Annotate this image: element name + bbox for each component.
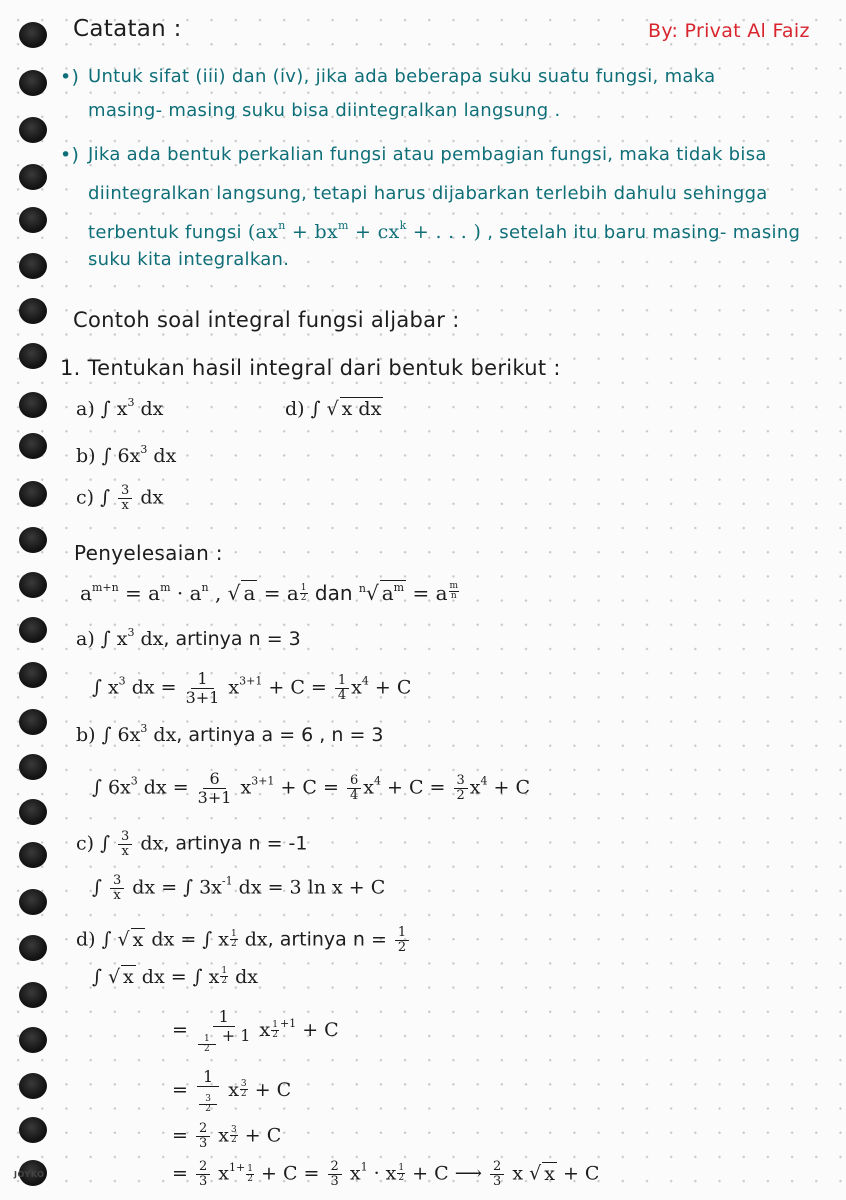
item-d: d) ∫ √ x dx	[285, 398, 382, 420]
solution-d-work-5: = $\frac{2}{3}$ $x^{1+ \frac{1}{2}}$ + C = $\frac{2}{3}$ $x^1 \cdot x$ $\frac{1}{2}$ + C ⟶ $\frac{2}{3}$ x √ x + C	[172, 1159, 600, 1189]
solution-b-header: b) ∫ $6x^3$ dx, artinya a = 6 , n = 3	[76, 722, 384, 746]
binder-hole	[19, 709, 47, 735]
solution-d-work-1: ∫ √ x dx = ∫ x $\frac{1}{2}$ dx	[92, 966, 258, 988]
notebook-brand: JOYKO	[14, 1170, 45, 1179]
binder-hole	[19, 842, 47, 868]
binder-hole	[19, 253, 47, 279]
section-heading: Contoh soal integral fungsi aljabar :	[73, 308, 460, 332]
binder-hole	[19, 889, 47, 915]
note1-line1: Untuk sifat (iii) dan (iv), jika ada beberapa suku suatu fungsi, maka	[88, 66, 716, 87]
binder-hole	[19, 1027, 47, 1053]
item-label: d)	[285, 398, 305, 420]
binder-hole	[19, 617, 47, 643]
binder-hole	[19, 481, 47, 507]
item-label: b)	[76, 445, 96, 467]
item-a: a) ∫ $x^3$ dx	[76, 396, 164, 420]
note2-line1: Jika ada bentuk perkalian fungsi atau pembagian fungsi, maka tidak bisa	[88, 144, 767, 165]
exponent-rules: $a^{m+n} = a^m \cdot a^n$ , √ a = a $\frac{1}{2}$ dan $^n$√ $a^m = a$ $\frac{m}{n}$	[80, 581, 459, 605]
page-title: Catatan :	[73, 16, 182, 42]
note2-text: , setelah itu baru masing- masing	[487, 222, 801, 243]
item-label: c)	[76, 486, 95, 509]
binder-hole	[19, 662, 47, 688]
solution-note: , artinya n = 3	[163, 628, 301, 650]
solution-d-header: d) ∫ √ x dx = ∫ x $\frac{1}{2}$ dx, artinya n = $\frac{1}{2}$	[76, 926, 411, 955]
binder-hole	[19, 164, 47, 190]
binder-hole	[19, 982, 47, 1008]
binder-hole	[19, 343, 47, 369]
binder-hole	[19, 207, 47, 233]
author-credit: By: Privat Al Faiz	[648, 20, 810, 42]
solution-note: , artinya a = 6 , n = 3	[176, 724, 384, 746]
note2-line4: suku kita integralkan.	[88, 249, 290, 270]
solution-a-header: a) ∫ $x^3$ dx, artinya n = 3	[76, 626, 301, 650]
polynomial-form: ($ax^n + bx^m + cx^k$ + . . . )	[247, 219, 482, 243]
note1-line2: masing- masing suku bisa diintegralkan langsung .	[88, 100, 561, 121]
solution-d-work-3: = $\frac{1}{\frac{3}{2}}$ x $\frac{3}{2}$ + C	[172, 1067, 292, 1114]
note2-line2: diintegralkan langsung, tetapi harus dijabarkan terlebih dahulu sehingga	[88, 183, 768, 204]
item-c: c) ∫ $\frac{3}{x}$ dx	[76, 483, 164, 513]
binder-hole	[19, 1117, 47, 1143]
solution-a-work: ∫ $x^3$ dx = $\frac{1}{3+1}$ $x^{3+1} + C$ = $\frac{1}{4}$ $x^4 + C$	[92, 669, 412, 707]
solution-heading: Penyelesaian :	[74, 541, 223, 565]
binder-hole	[19, 392, 47, 418]
binder-hole	[19, 70, 47, 96]
solution-note: , artinya n =	[267, 928, 387, 951]
solution-c-header: c) ∫ $\frac{3}{x}$ dx, artinya n = -1	[76, 829, 308, 859]
note-bullet: •)	[60, 66, 80, 88]
note2-text: terbentuk fungsi	[88, 222, 242, 243]
solution-d-work-4: = $\frac{2}{3}$ x $\frac{3}{2}$ + C	[172, 1121, 282, 1151]
note2-line3	[88, 221, 800, 244]
connector-word: dan	[314, 581, 353, 605]
binder-hole	[19, 22, 47, 48]
binder-hole	[19, 527, 47, 553]
note-bullet: •)	[60, 144, 80, 166]
solution-b-work: ∫ $6x^3$ dx = $\frac{6}{3+1}$ $x^{3+1} + C$ = $\frac{6}{4}$ $x^4 + C$ = $\frac{3}{2}$ $x^4 + C$	[92, 769, 531, 807]
solution-label: d)	[76, 928, 96, 951]
binder-hole	[19, 935, 47, 961]
item-b: b) ∫ $6x^3$ dx	[76, 443, 177, 467]
binder-hole	[19, 1073, 47, 1099]
solution-label: a)	[76, 628, 95, 650]
binder-hole	[19, 572, 47, 598]
solution-label: c)	[76, 832, 95, 855]
binder-hole	[19, 117, 47, 143]
item-label: a)	[76, 398, 95, 420]
solution-note: , artinya n = -1	[163, 832, 308, 855]
binder-hole	[19, 754, 47, 780]
question-text: 1. Tentukan hasil integral dari bentuk berikut :	[60, 356, 561, 380]
solution-d-work-2: = 1 $\frac{1}{2}$ + 1 x $^{\frac{1}{2} +1}$ + C	[172, 1007, 339, 1054]
binder-hole	[19, 298, 47, 324]
binder-hole	[19, 799, 47, 825]
solution-label: b)	[76, 724, 96, 746]
solution-c-work: ∫ $\frac{3}{x}$ dx = ∫ $3x^{-1}$ dx = 3 ln x + C	[92, 873, 386, 903]
binder-hole	[19, 433, 47, 459]
